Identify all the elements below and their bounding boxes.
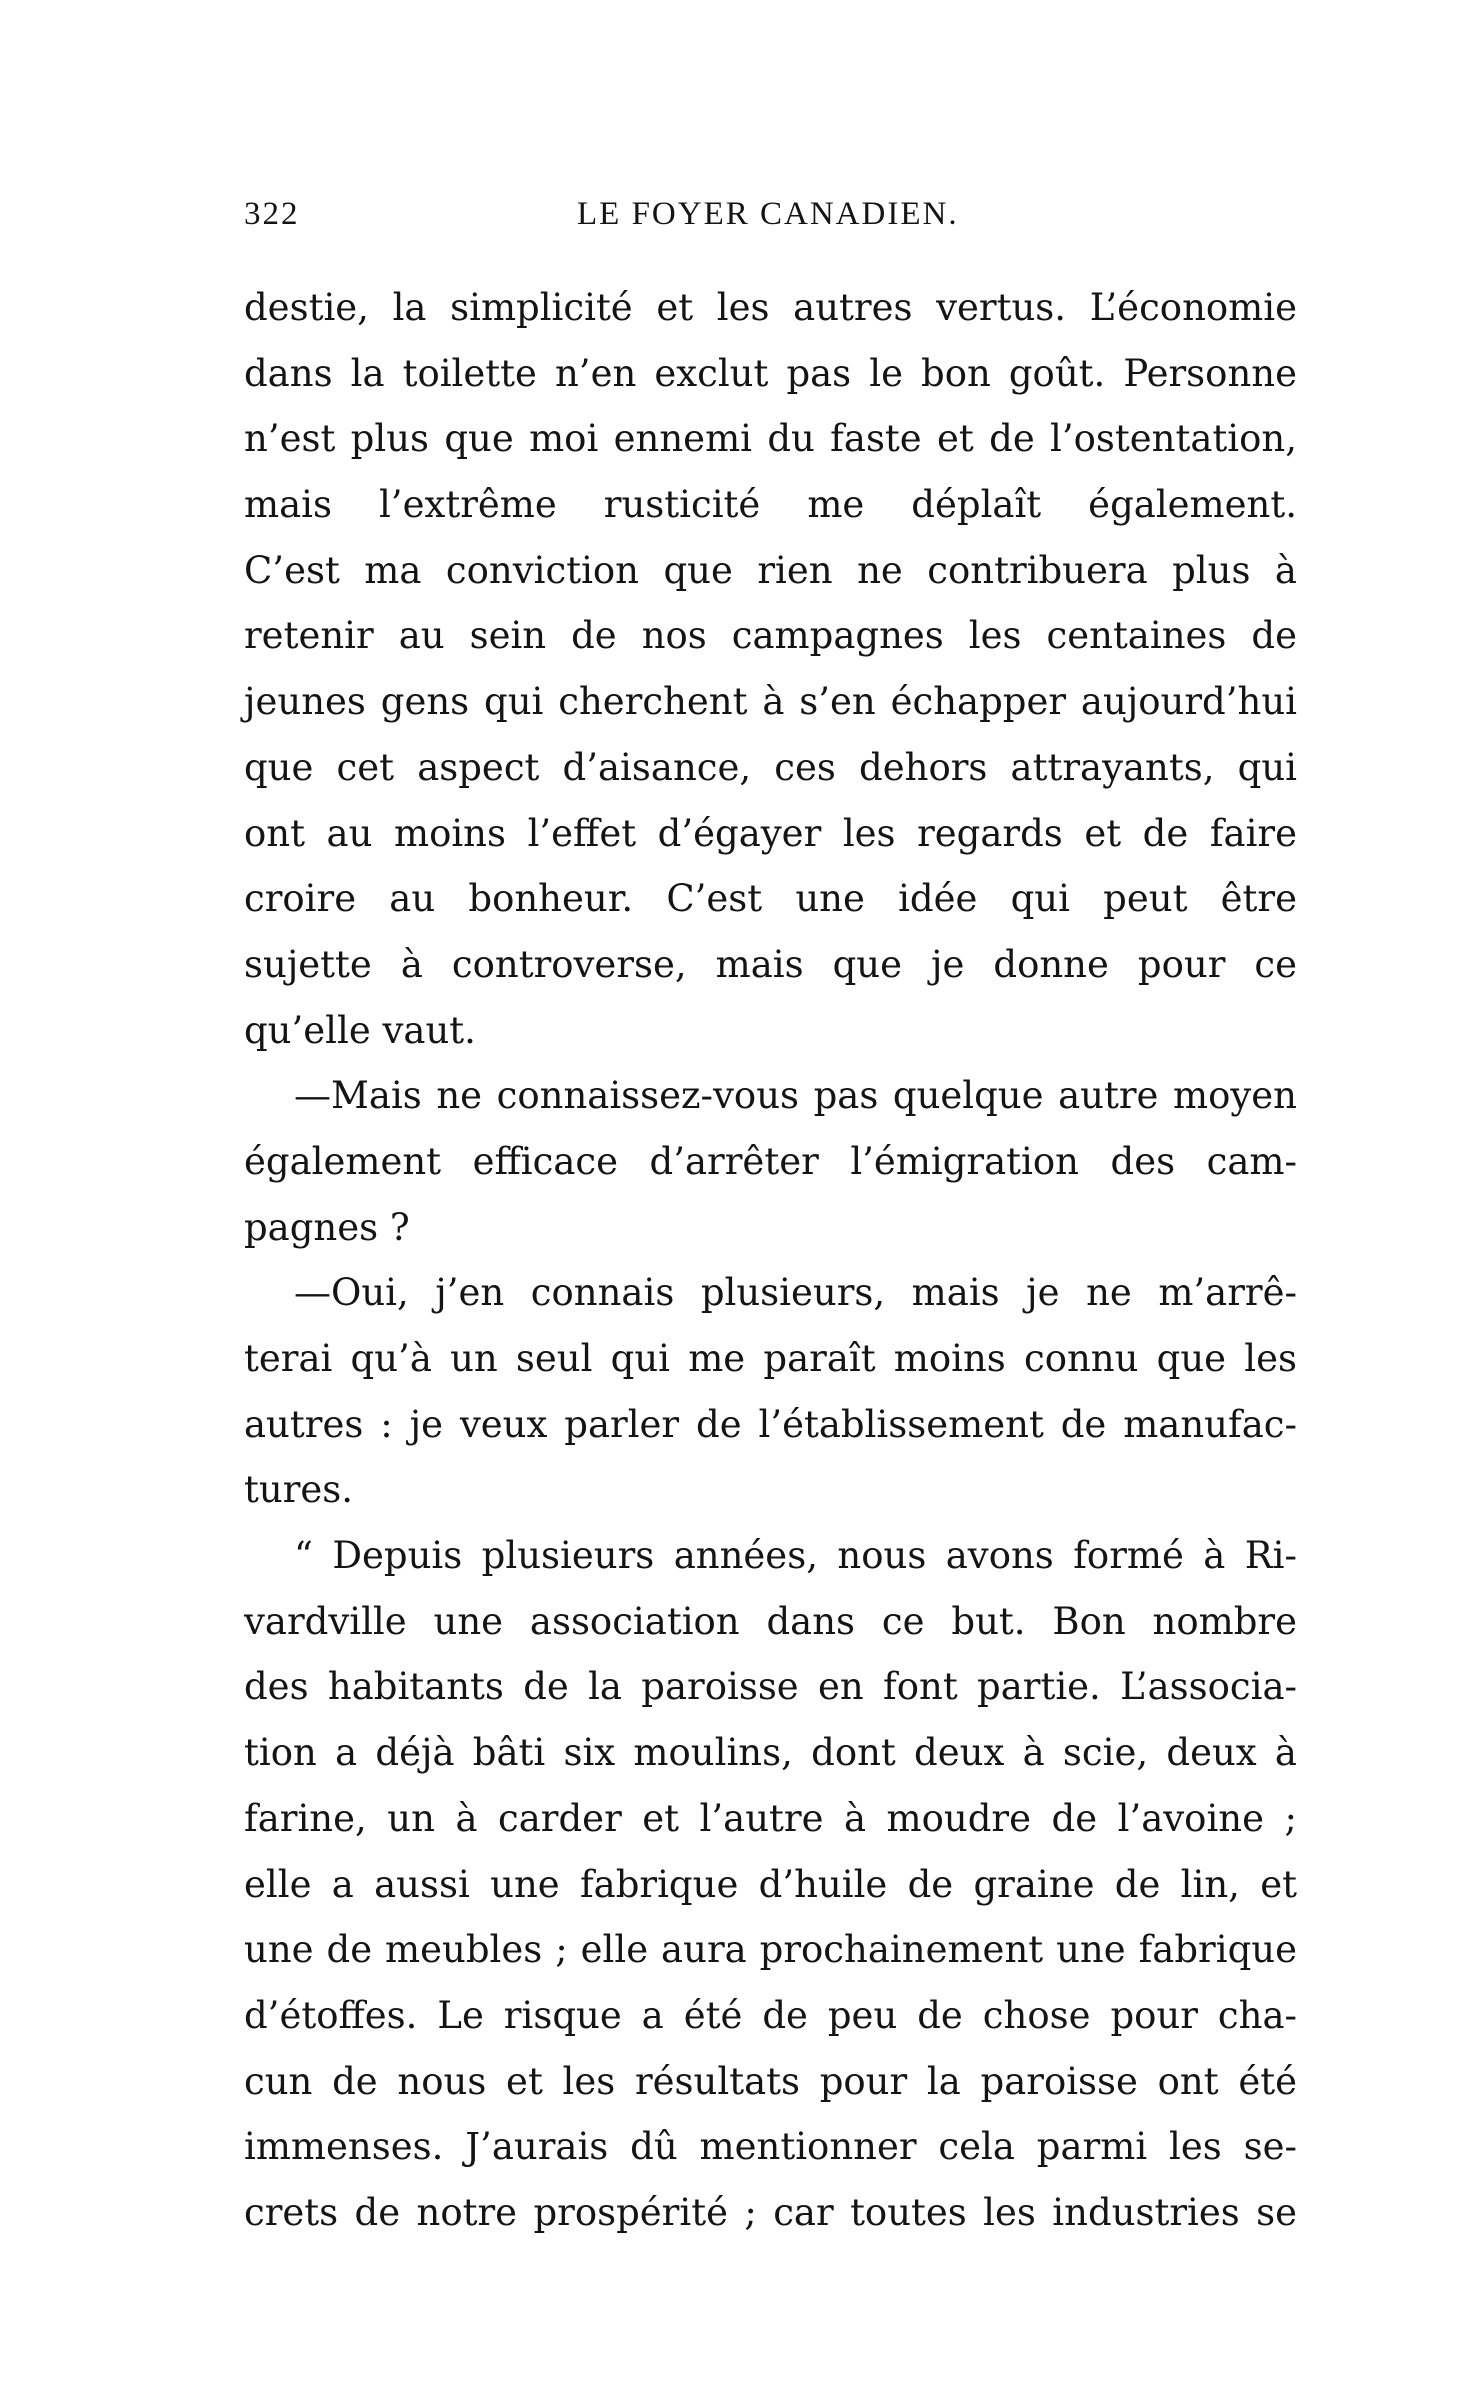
text-line: mais l’extrême rusticité me déplaît également. [244, 483, 1297, 527]
text-line: cun de nous et les résultats pour la paroisse ont été [244, 2059, 1297, 2103]
text-line: tion a déjà bâti six moulins, dont deux à scie, deux à [244, 1731, 1297, 1775]
text-line: que cet aspect d’aisance, ces dehors attrayants, qui [244, 745, 1297, 789]
text-line: des habitants de la paroisse en font partie. L’associa- [244, 1665, 1297, 1709]
text-line: ont au moins l’effet d’égayer les regards et de faire [244, 811, 1297, 855]
text-line: “ Depuis plusieurs années, nous avons formé à Ri- [294, 1534, 1297, 1578]
text-line: autres : je veux parler de l’établissement de manufac- [244, 1402, 1297, 1446]
text-line: sujette à controverse, mais que je donne pour ce [244, 942, 1297, 986]
body-text [244, 275, 1297, 2246]
text-line: dans la toilette n’en exclut pas le bon goût. Personne [244, 351, 1297, 395]
text-line: également efficace d’arrêter l’émigration des cam- [244, 1139, 1297, 1183]
running-title: LE FOYER CANADIEN. [577, 196, 959, 232]
text-line: pagnes ? [244, 1205, 410, 1249]
text-line: terai qu’à un seul qui me paraît moins connu que les [244, 1337, 1297, 1380]
text-line: tures. [244, 1468, 354, 1512]
text-line: crets de notre prospérité ; car toutes les industries se [244, 2190, 1297, 2234]
text-line: retenir au sein de nos campagnes les centaines de [244, 614, 1297, 658]
text-line: C’est ma conviction que rien ne contribuera plus à [244, 548, 1297, 592]
text-line: qu’elle vaut. [244, 1008, 476, 1052]
text-line: une de meubles ; elle aura prochainement une fabrique [244, 1928, 1297, 1972]
text-line: destie, la simplicité et les autres vertus. L’économie [244, 286, 1297, 329]
page-number: 322 [244, 196, 300, 232]
text-line: croire au bonheur. C’est une idée qui peut être [244, 877, 1297, 921]
text-line: n’est plus que moi ennemi du faste et de l’ostentation, [244, 417, 1297, 461]
text-line: vardville une association dans ce but. Bon nombre [244, 1599, 1297, 1643]
text-line: elle a aussi une fabrique d’huile de graine de lin, et [244, 1862, 1297, 1906]
text-line: jeunes gens qui cherchent à s’en échapper aujourd’hui [244, 680, 1297, 724]
text-line: —Oui, j’en connais plusieurs, mais je ne m’arrê- [294, 1271, 1297, 1315]
text-line: —Mais ne connaissez-vous pas quelque autre moyen [294, 1074, 1297, 1118]
text-line: d’étoffes. Le risque a été de peu de chose pour cha- [244, 1993, 1297, 2037]
text-line: farine, un à carder et l’autre à moudre de l’avoine ; [244, 1796, 1297, 1840]
running-head [244, 196, 1294, 248]
text-line: immenses. J’aurais dû mentionner cela parmi les se- [244, 2125, 1297, 2169]
